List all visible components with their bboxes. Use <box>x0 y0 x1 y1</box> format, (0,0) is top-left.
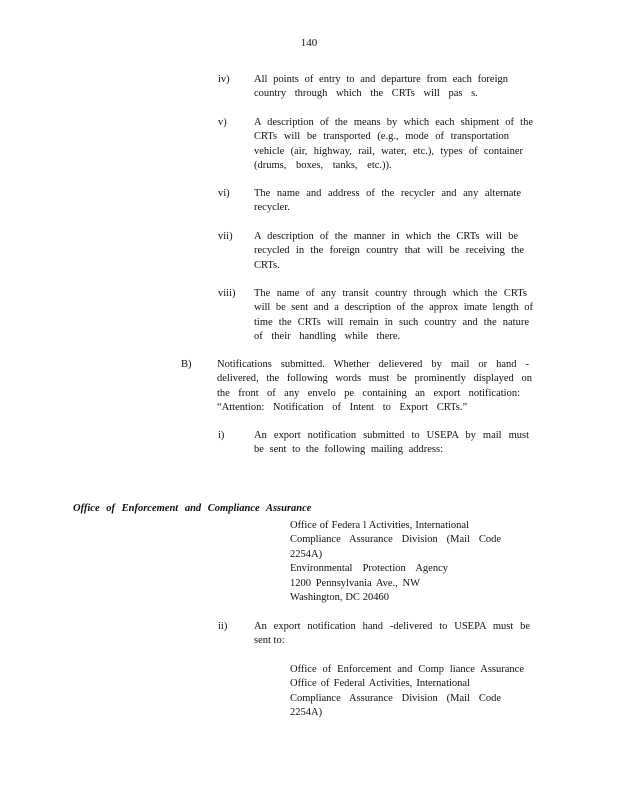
item-viii-marker: viii) <box>218 288 236 299</box>
text-line: will be sent and a description of the approx imate length of <box>254 302 533 314</box>
text-line: be sent to the following mailing address: <box>254 444 443 456</box>
item-ii-marker: ii) <box>218 621 228 632</box>
address-line: Compliance Assurance Division (Mail Code <box>290 534 501 546</box>
address-line: Office of Federa l Activities, International <box>290 520 469 531</box>
address-line: Office of Enforcement and Comp liance Assurance <box>290 664 524 675</box>
text-line: (drums, boxes, tanks, etc.)). <box>254 160 392 172</box>
text-line: All points of entry to and departure from each foreign <box>254 74 508 85</box>
text-line: CRTs. <box>254 259 280 271</box>
section-b-text <box>217 358 532 416</box>
item-v-marker: v) <box>218 117 227 128</box>
item-vii-marker: vii) <box>218 231 233 242</box>
item-i-marker: i) <box>218 430 225 441</box>
text-line: recycler. <box>254 202 290 214</box>
address-line: Office of Federal Activities, International <box>290 678 470 690</box>
page-number: 140 <box>300 37 318 49</box>
item-vii-text <box>254 230 524 273</box>
text-line: Notifications submitted. Whether delievered by mail or hand - <box>217 359 529 370</box>
text-line: CRTs will be transported (e.g., mode of transportation <box>254 131 509 143</box>
item-viii-text <box>254 287 533 345</box>
text-line: sent to: <box>254 635 285 647</box>
text-line: An export notification hand -delivered to USEPA must be <box>254 621 530 632</box>
address-line: Washington, DC 20460 <box>290 592 389 604</box>
address-line: Compliance Assurance Division (Mail Code <box>290 692 501 704</box>
address-line: 2254A) <box>290 707 323 719</box>
section-b-marker: B) <box>181 359 192 370</box>
text-line: country through which the CRTs will pas s. <box>254 88 478 100</box>
address-line: 2254A) <box>290 548 323 560</box>
office-heading: Office of Enforcement and Compliance Assurance <box>73 503 312 514</box>
text-line: time the CRTs will remain in such country and the nature <box>254 316 529 328</box>
item-i-text <box>254 429 529 458</box>
item-v-text <box>254 116 533 174</box>
text-line: of their handling while there. <box>254 331 401 343</box>
text-line: A description of the manner in which the CRTs will be <box>254 231 518 242</box>
item-iv-marker: iv) <box>218 74 230 85</box>
address-line: Environmental Protection Agency <box>290 563 448 575</box>
text-line: the front of any envelo pe containing an export notification: <box>217 387 520 399</box>
text-line: The name and address of the recycler and any alternate <box>254 188 521 199</box>
item-ii-text <box>254 620 530 649</box>
text-line: recycled in the foreign country that will be receiving the <box>254 245 524 257</box>
text-line: The name of any transit country through which the CRTs <box>254 288 527 299</box>
address-line: 1200 Pennsylvania Ave., NW <box>290 577 420 589</box>
text-line: delivered, the following words must be prominently displayed on <box>217 373 532 385</box>
mail-address <box>290 519 501 605</box>
item-iv-text <box>254 73 508 102</box>
item-vi-text <box>254 187 521 216</box>
hand-delivery-address <box>290 663 524 721</box>
text-line: An export notification submitted to USEPA by mail must <box>254 430 529 441</box>
text-line: vehicle (air, highway, rail, water, etc.), types of container <box>254 145 523 157</box>
text-line: “Attention: Notification of Intent to Export CRTs.” <box>217 402 468 414</box>
item-vi-marker: vi) <box>218 188 230 199</box>
text-line: A description of the means by which each shipment of the <box>254 117 533 128</box>
